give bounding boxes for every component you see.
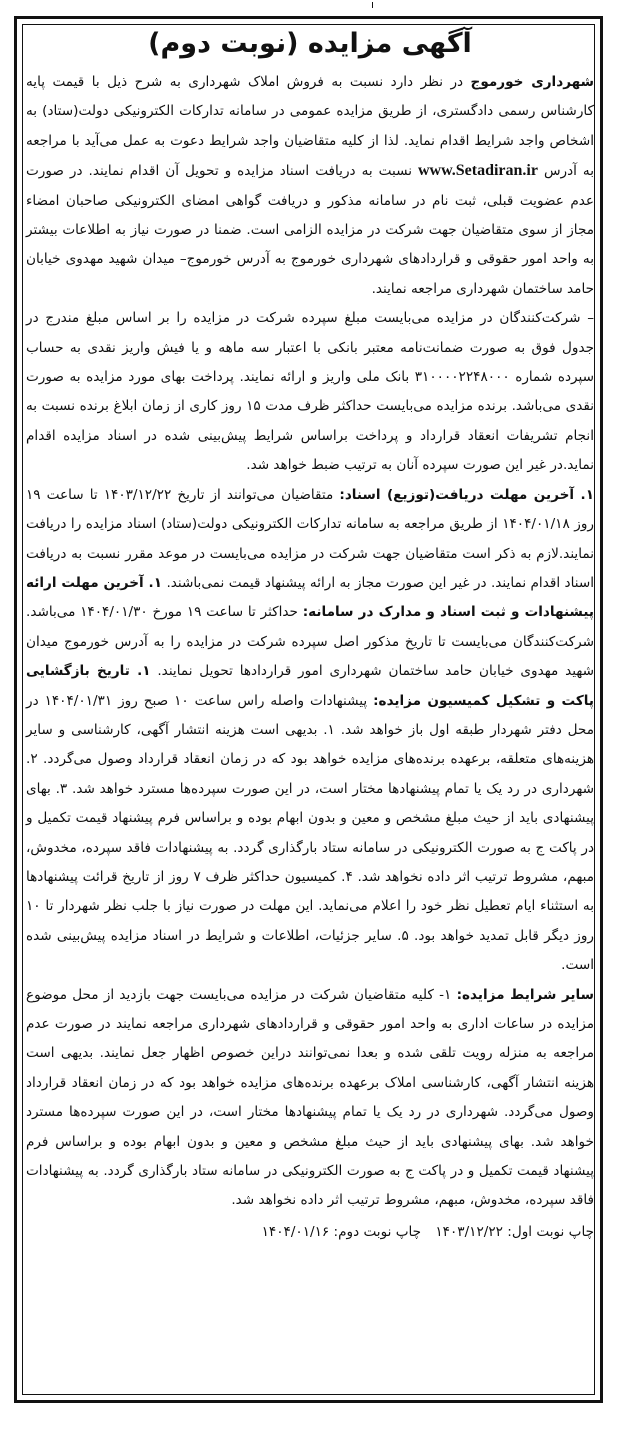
doc-deadline-heading: ۱. آخرین مهلت دریافت(توزیع) اسناد:	[339, 486, 594, 503]
top-edge-mark	[372, 2, 373, 8]
schedule-paragraph	[26, 481, 594, 981]
doc-deadline-text: متقاضیان می‌توانند از تاریخ ۱۴۰۳/۱۲/۲۲ تا ساعت ۱۹ روز ۱۴۰۴/۰۱/۱۸ از طریق مراجعه به سامانه تدارکات الکترونیکی دولت(ستاد) اسناد مزایده را دریافت نمایند.لازم به ذکر است متقاضیان جهت شرکت در مزایده می‌بایست در موعد مقرر نسبت به دریافت اسناد اقدام نمایند. در غیر این صورت مجاز به ارائه پیشنهاد قیمت نمی‌باشند.	[26, 486, 595, 591]
deposit-paragraph: – شرکت‌کنندگان در مزایده می‌بایست مبلغ سپرده شرکت در مزایده را بر اساس مبلغ مندرج در جدول فوق به صورت ضمانت‌نامه معتبر بانکی با اعتبار سه ماهه و یا فیش واریز نقدی به حساب سپرده شماره ۳۱۰۰۰۰۲۲۴۸۰۰۰ بانک ملی واریز و ارائه نمایند. پرداخت بهای مورد مزایده به صورت نقدی می‌باشد. برنده مزایده می‌بایست حداکثر ظرف مدت ۱۵ روز کاری از زمان ابلاغ برنده نسبت به انجام تشریفات انعقاد قرارداد و پرداخت براساس شرایط پیش‌بینی شده در اسناد مزایده اقدام نماید.در غیر این صورت سپرده آنان به ترتیب ضبط خواهد شد.	[26, 310, 595, 474]
ad-title: آگهی مزایده (نوبت دوم)	[148, 28, 472, 59]
other-conditions-paragraph	[26, 981, 594, 1216]
municipality-name: شهرداری خورموج	[470, 74, 594, 90]
other-conditions-text: ۱- کلیه متقاضیان شرکت در مزایده می‌بایست جهت بازدید از محل موضوع مزایده در ساعات اداری به واحد امور حقوقی و قراردادهای شهرداری مراجعه نمایند در صورت عدم مراجعه به منزله رویت تلقی شده و بعدا نمی‌توانند دراین خصوص اظهار جعل نمایند. بدیهی است هزینه انتشار آگهی، کارشناسی املاک برعهده برنده‌های مزایده خواهد بود که در زمان انعقاد قرارداد وصول می‌گردد. شهرداری در رد یک یا تمام پیشنهادها مختار است، در این صورت سپرده‌ها مسترد خواهد شد. بهای پیشنهادی باید از حیث مبلغ مشخص و معین و بدون ابهام بوده و براساس فرم پیشنهاد قیمت تکمیل و در پاکت ج به صورت الکترونیکی در سامانه ستاد بارگذاری گردد. به پیشنهادات فاقد سپرده، مخدوش، مبهم، مشروط ترتیب اثر داده نخواهد شد.	[26, 986, 594, 1209]
opening-heading: ۱. تاریخ بازگشایی پاکت و تشکیل کمیسیون مزایده:	[26, 663, 594, 709]
bid-deadline-text: حداکثر تا ساعت ۱۹ مورخ ۱۴۰۴/۰۱/۳۰ می‌باشد. شرکت‌کنندگان می‌بایست تا تاریخ مذکور اصل سپرده شرکت در مزایده را به آدرس خورموج میدان شهید مهدوی خیابان حامد ساختمان شهرداری امور قراردادها تحویل نمایند.	[26, 604, 594, 680]
second-print-date: چاپ نوبت دوم: ۱۴۰۴/۰۱/۱۶	[261, 1223, 422, 1240]
bid-deadline-heading: ۱. آخرین مهلت ارائه پیشنهادات و ثبت اسناد و مدارک در سامانه:	[26, 574, 594, 621]
ad-content	[26, 24, 594, 1247]
print-dates	[26, 1218, 594, 1247]
setad-url-link[interactable]: www.Setadiran.ir	[417, 162, 538, 180]
opening-text: پیشنهادات واصله راس ساعت ۱۰ صبح روز ۱۴۰۴/۰۱/۳۱ در محل دفتر شهردار طبقه اول باز خواهد شد. ۱. بدیهی است هزینه انتشار آگهی، کارشناسی و سایر هزینه‌های متعلقه، برعهده برنده‌های مزایده خواهد بود که در زمان انعقاد قرارداد وصول می‌گردد. ۲. شهرداری در رد یک یا تمام پیشنهادها مختار است، در این صورت سپرده‌ها مسترد خواهد شد. ۳. بهای پیشنهادی باید از حیث مبلغ مشخص و معین و بدون ابهام بوده و براساس فرم پیشنهاد قیمت تکمیل و در پاکت ج به صورت الکترونیکی در سامانه ستاد بارگذاری گردد. به پیشنهادات فاقد سپرده، مخدوش، مبهم، مشروط ترتیب اثر داده نخواهد شد. ۴. کمیسیون حداکثر ظرف ۷ روز از تاریخ قرائت پیشنهادها به استثناء ایام تعطیل نظر خود را اعلام می‌نماید. این مهلت در صورت نیاز با جلب نظر شهردار تا ۱۰ روز دیگر قابل تمدید خواهد بود. ۵. سایر جزئیات، اطلاعات و شرایط در اسناد مزایده پیش‌بینی شده است.	[26, 692, 595, 974]
other-conditions-heading: سایر شرایط مزایده:	[456, 986, 594, 1003]
intro-paragraph	[26, 68, 594, 304]
first-print-date: چاپ نوبت اول: ۱۴۰۳/۱۲/۲۲	[435, 1223, 594, 1240]
intro-text-1: در نظر دارد نسبت به فروش املاک شهرداری به شرح ذیل با قیمت پایه کارشناس رسمی دادگستری، از طریق مزایده عمومی در سامانه تدارکات الکترونیکی دولت(ستاد) به اشخاص واجد شرایط اقدام نماید. لذا از کلیه متقاضیان واجد شرایط دعوت به عمل می‌آید با مراجعه به آدرس	[26, 74, 594, 180]
intro-text-2: نسبت به دریافت اسناد مزایده و تحویل آن اقدام نمایند. در صورت عدم عضویت قبلی، ثبت نام در سامانه مذکور و دریافت گواهی امضای الکترونیکی صاحبان امضاء مجاز از سوی متقاضیان جهت شرکت در مزایده الزامی است. ضمنا در صورت نیاز به اطلاعات بیشتر به واحد امور حقوقی و قراردادهای شهرداری خورموج به آدرس خورموج– میدان شهید مهدوی خیابان حامد ساختمان شهرداری مراجعه نمایند.	[26, 163, 594, 297]
